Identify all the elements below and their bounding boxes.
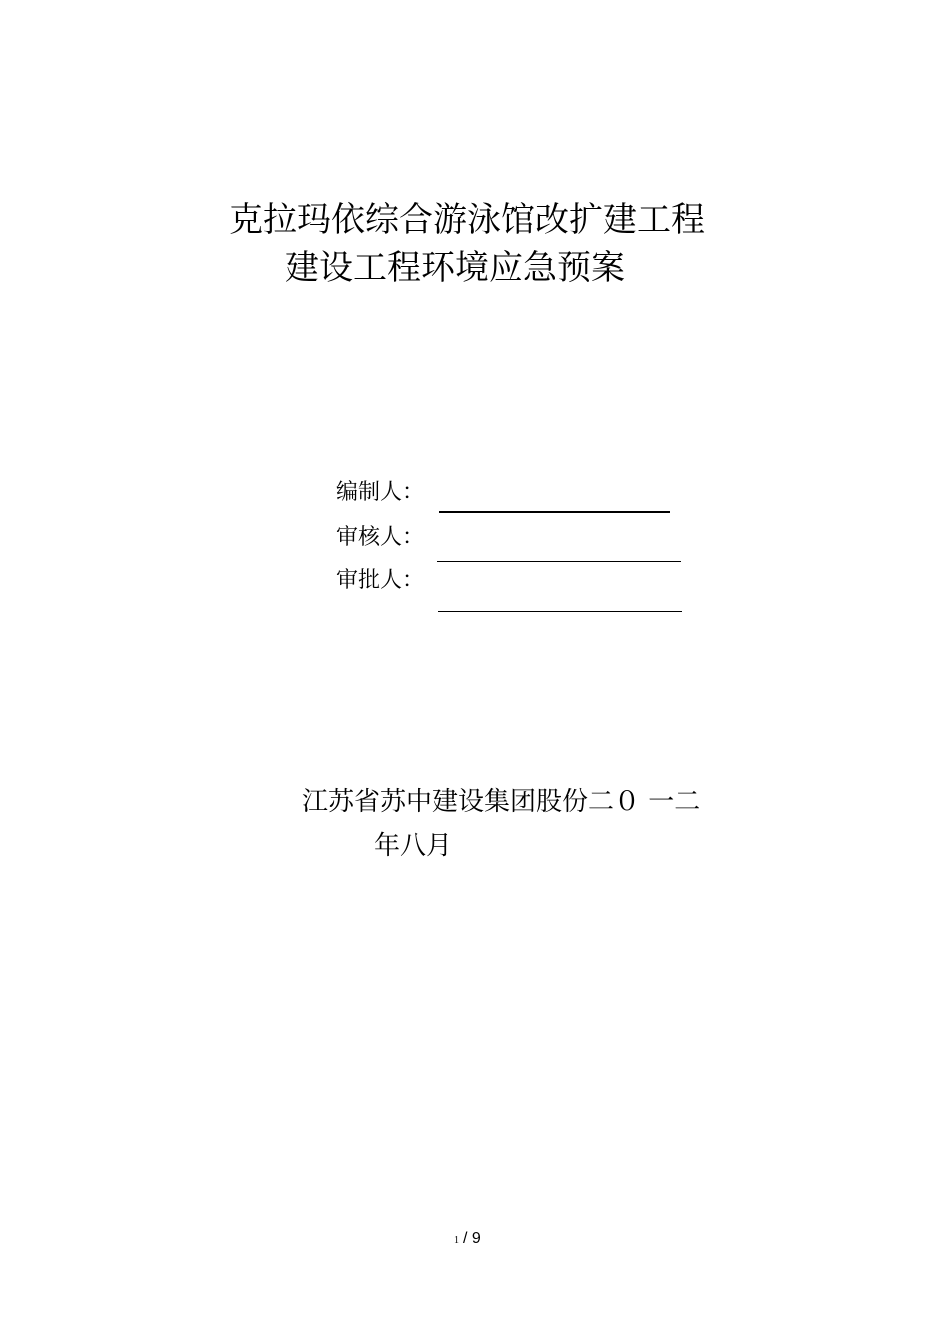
reviewer-label: 审核人： [336, 525, 425, 550]
approver-signature-line [438, 611, 682, 612]
page-number [454, 1230, 481, 1248]
total-pages: / 9 [463, 1230, 481, 1247]
compiler-signature-line [439, 511, 670, 513]
organization-date-line: 年八月 [374, 831, 453, 861]
current-page-number: 1 [454, 1235, 459, 1246]
reviewer-signature-line [437, 561, 681, 562]
organization-line-1: 江苏省苏中建设集团股份二０ 一二 [302, 787, 701, 817]
approver-label: 审批人： [336, 568, 425, 593]
compiler-label: 编制人： [336, 480, 425, 505]
document-title-line-2: 建设工程环境应急预案 [285, 248, 625, 288]
document-title-line-1: 克拉玛依综合游泳馆改扩建工程 [229, 200, 705, 240]
